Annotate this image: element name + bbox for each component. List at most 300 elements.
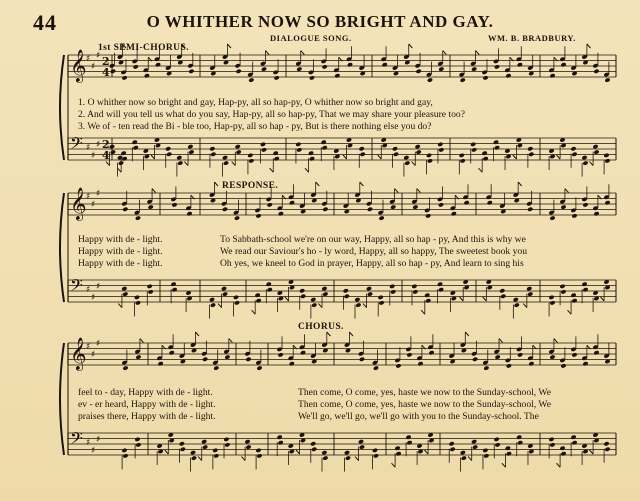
sharp-sign: ♯ — [96, 51, 101, 61]
note-head — [171, 202, 177, 207]
note-head — [593, 350, 599, 355]
note-head — [213, 365, 219, 370]
note-head — [223, 160, 229, 165]
note-head — [581, 155, 587, 160]
note-head — [494, 145, 500, 150]
note-head — [517, 352, 523, 357]
note-head — [255, 213, 261, 218]
note-head — [470, 142, 476, 147]
note-head — [359, 357, 365, 362]
note-head — [483, 365, 489, 370]
note-flag — [296, 450, 300, 454]
note-head — [295, 142, 301, 147]
note-head — [148, 204, 154, 209]
note-head — [256, 365, 262, 370]
note-head — [310, 441, 316, 446]
note-head — [582, 361, 588, 366]
note-head — [202, 444, 208, 449]
note-flag — [232, 162, 236, 166]
note-head — [244, 439, 250, 444]
note-head — [560, 289, 566, 294]
note-head — [110, 149, 116, 154]
note-head — [213, 453, 219, 458]
sharp-sign: ♯ — [91, 293, 96, 303]
chorus-lyric-left-verse-2: ev - er heard, Happy with de - light. — [78, 399, 216, 410]
note-head — [176, 155, 182, 160]
note-head — [411, 284, 417, 289]
sharp-sign: ♯ — [86, 342, 91, 352]
note-flag — [363, 304, 367, 308]
note-head — [390, 289, 396, 294]
note-head — [210, 152, 216, 157]
note-head — [406, 352, 412, 357]
note-head — [603, 441, 609, 446]
sharp-sign: ♯ — [91, 446, 96, 456]
note-head — [527, 207, 533, 212]
note-head — [236, 69, 242, 74]
note-head — [548, 295, 554, 300]
note-head — [179, 441, 185, 446]
note-flag — [518, 182, 522, 186]
note-head — [121, 286, 127, 291]
lyric-right-verse-1: To Sabbath-school we're on our way, Happy, all so hap - py, And this is why we — [220, 234, 526, 245]
note-head — [171, 287, 177, 292]
note-head — [460, 450, 466, 455]
note-head — [278, 211, 284, 216]
note-head — [604, 447, 610, 452]
note-flag — [301, 51, 305, 55]
note-flag — [118, 168, 122, 172]
note-head — [191, 455, 197, 460]
note-head — [571, 152, 577, 157]
chorus-lyric-left-verse-1: feel to - day, Happy with de - light. — [78, 387, 213, 398]
note-head — [528, 361, 534, 366]
note-flag — [601, 297, 605, 301]
note-flag — [327, 332, 331, 336]
note-head — [516, 435, 522, 440]
note-head — [309, 156, 315, 161]
note-head — [360, 152, 366, 157]
note-head — [373, 453, 379, 458]
note-head — [424, 293, 430, 298]
note-head — [405, 435, 411, 440]
note-head — [278, 440, 284, 445]
treble-clef: 𝄞 — [70, 337, 87, 370]
note-head — [460, 158, 466, 163]
note-head — [471, 147, 477, 152]
note-head — [166, 152, 172, 157]
note-head — [395, 451, 401, 456]
note-flag — [151, 155, 155, 159]
note-head — [135, 442, 141, 447]
note-head — [345, 455, 351, 460]
note-head — [367, 291, 373, 296]
note-head — [210, 302, 216, 307]
note-flag — [106, 162, 110, 166]
note-head — [378, 295, 384, 300]
note-head — [120, 151, 126, 156]
note-head — [267, 202, 273, 207]
note-head — [366, 286, 372, 291]
note-head — [404, 160, 410, 165]
note-flag — [557, 155, 561, 159]
note-flag — [590, 162, 594, 166]
note-head — [121, 448, 127, 453]
note-head — [122, 207, 128, 212]
note-head — [177, 160, 183, 165]
note-head — [593, 149, 599, 154]
note-head — [322, 455, 328, 460]
note-head — [296, 147, 302, 152]
note-flag — [378, 155, 382, 159]
note-head — [110, 69, 116, 74]
note-head — [121, 75, 127, 80]
note-head — [460, 77, 466, 82]
note-head — [451, 211, 457, 216]
note-head — [308, 151, 314, 156]
note-head — [395, 363, 401, 368]
note-head — [427, 158, 433, 163]
time-signature-bottom: 4 — [102, 149, 110, 162]
note-flag — [227, 44, 231, 48]
note-head — [212, 448, 218, 453]
note-head — [234, 215, 240, 220]
note-head — [604, 77, 610, 82]
note-head — [359, 444, 365, 449]
note-flag — [316, 182, 320, 186]
note-head — [506, 363, 512, 368]
note-head — [188, 149, 194, 154]
system-brace — [60, 193, 64, 302]
note-head — [570, 146, 576, 151]
note-flag — [557, 463, 561, 467]
note-flag — [229, 339, 233, 343]
sharp-sign: ♯ — [86, 192, 91, 202]
note-head — [201, 439, 207, 444]
note-head — [390, 204, 396, 209]
note-head — [260, 142, 266, 147]
note-head — [379, 215, 385, 220]
page-number: 44 — [33, 10, 57, 35]
note-head — [273, 151, 279, 156]
note-head — [549, 300, 555, 305]
note-head — [528, 152, 534, 157]
note-head — [165, 146, 171, 151]
note-flag — [349, 332, 353, 336]
sharp-sign: ♯ — [86, 54, 91, 64]
note-head — [560, 204, 566, 209]
note-head — [354, 297, 360, 302]
note-head — [147, 284, 153, 289]
note-head — [278, 352, 284, 357]
note-head — [393, 152, 399, 157]
note-flag — [502, 463, 506, 467]
note-head — [347, 62, 353, 67]
note-head — [416, 69, 422, 74]
note-head — [483, 453, 489, 458]
chorus-lyric-left-verse-3: praises there, Happy with de - light. — [78, 411, 216, 422]
note-flag — [499, 339, 503, 343]
note-head — [321, 450, 327, 455]
note-head — [122, 365, 128, 370]
note-flag — [198, 457, 202, 461]
note-flag — [443, 51, 447, 55]
note-flag — [140, 339, 144, 343]
note-head — [157, 361, 163, 366]
note-head — [222, 155, 228, 160]
note-head — [482, 156, 488, 161]
note-flag — [565, 189, 569, 193]
note-head — [527, 291, 533, 296]
note-head — [560, 451, 566, 456]
note-head — [248, 158, 254, 163]
note-head — [372, 448, 378, 453]
note-flag — [265, 51, 269, 55]
note-head — [224, 442, 230, 447]
note-head — [188, 69, 194, 74]
composer-credit: WM. B. BRADBURY. — [488, 33, 576, 43]
note-head — [560, 62, 566, 67]
note-head — [582, 202, 588, 207]
note-head — [321, 286, 327, 291]
note-head — [437, 142, 443, 147]
note-head — [438, 147, 444, 152]
note-flag — [568, 310, 572, 314]
note-flag — [476, 51, 480, 55]
note-flag — [195, 332, 199, 336]
note-head — [170, 282, 176, 287]
note-flag — [465, 332, 469, 336]
note-head — [122, 291, 128, 296]
note-head — [493, 140, 499, 145]
note-head — [122, 453, 128, 458]
note-head — [560, 363, 566, 368]
note-head — [254, 293, 260, 298]
note-head — [415, 144, 421, 149]
note-head — [559, 446, 565, 451]
note-flag — [218, 304, 222, 308]
note-flag — [360, 182, 364, 186]
note-flag — [165, 450, 169, 454]
note-head — [412, 204, 418, 209]
note-head — [261, 66, 267, 71]
note-head — [322, 145, 328, 150]
chorus-lyric-right-verse-2: Then come, O come, yes, haste we now to the Sunday-school, We — [298, 399, 551, 410]
note-head — [311, 447, 317, 452]
note-flag — [513, 155, 517, 159]
note-head — [180, 447, 186, 452]
treble-clef: 𝄞 — [70, 49, 87, 82]
note-head — [133, 64, 139, 69]
note-head — [311, 302, 317, 307]
sharp-sign: ♯ — [91, 151, 96, 161]
note-head — [221, 286, 227, 291]
note-head — [256, 453, 262, 458]
note-head — [247, 153, 253, 158]
note-head — [299, 288, 305, 293]
bass-clef: 𝄢 — [70, 133, 83, 157]
note-flag — [409, 44, 413, 48]
note-head — [373, 365, 379, 370]
note-head — [438, 66, 444, 71]
note-head — [289, 361, 295, 366]
note-head — [359, 146, 365, 151]
sharp-sign: ♯ — [86, 438, 91, 448]
lyric-right-verse-2: We read our Saviour's ho - ly word, Happy, all so happy, The sweetest book you — [220, 246, 528, 257]
system-brace — [60, 343, 64, 455]
note-head — [527, 146, 533, 151]
time-signature-top: 2 — [102, 138, 110, 151]
note-flag — [479, 168, 483, 172]
note-head — [494, 64, 500, 69]
note-head — [344, 294, 350, 299]
note-head — [570, 435, 576, 440]
note-head — [202, 357, 208, 362]
note-head — [266, 282, 272, 287]
note-head — [289, 200, 295, 205]
note-head — [461, 455, 467, 460]
note-head — [209, 146, 215, 151]
note-head — [513, 297, 519, 302]
sharp-sign: ♯ — [86, 285, 91, 295]
note-head — [234, 300, 240, 305]
lyric-line-verse-3: 3. We of - ten read the Bi - ble too, Hap-py, all so hap - py, But is there nothing else you do? — [78, 121, 432, 132]
note-head — [482, 75, 488, 80]
note-flag — [252, 310, 256, 314]
note-head — [403, 155, 409, 160]
note-head — [277, 435, 283, 440]
note-head — [548, 437, 554, 442]
note-head — [382, 62, 388, 67]
note-head — [427, 77, 433, 82]
sharp-sign: ♯ — [96, 189, 101, 199]
note-head — [245, 444, 251, 449]
chorus-lyric-right-verse-3: We'll go, we'll go, we'll go with you to the Sunday-school. The — [298, 411, 539, 422]
note-head — [224, 354, 230, 359]
note-flag — [392, 463, 396, 467]
song-subtitle: DIALOGUE SONG. — [270, 33, 352, 43]
note-flag — [417, 189, 421, 193]
note-flag — [270, 168, 274, 172]
note-flag — [425, 450, 429, 454]
note-flag — [285, 297, 289, 301]
note-head — [581, 282, 587, 287]
note-flag — [152, 189, 156, 193]
sharp-sign: ♯ — [91, 62, 96, 72]
note-head — [245, 357, 251, 362]
note-head — [506, 451, 512, 456]
note-flag — [412, 162, 416, 166]
note-head — [187, 144, 193, 149]
note-head — [450, 447, 456, 452]
sharp-sign: ♯ — [96, 435, 101, 445]
note-flag — [355, 457, 359, 461]
note-head — [334, 73, 340, 78]
sharp-sign: ♯ — [96, 339, 101, 349]
lyric-right-verse-3: Oh yes, we kneel to God in prayer, Happy, all so hap - py, And learn to sing his — [220, 258, 524, 269]
note-head — [222, 291, 228, 296]
chorus-lyric-right-verse-1: Then come, O come, yes, haste we now to the Sunday-school, We — [298, 387, 551, 398]
note-head — [416, 149, 422, 154]
note-head — [209, 297, 215, 302]
note-flag — [395, 189, 399, 193]
note-head — [394, 446, 400, 451]
note-head — [549, 73, 555, 78]
note-head — [135, 354, 141, 359]
note-head — [310, 297, 316, 302]
note-head — [322, 64, 328, 69]
lyric-left-verse-2: Happy with de - light. — [78, 246, 163, 257]
note-head — [582, 287, 588, 292]
note-head — [144, 73, 150, 78]
note-head — [517, 440, 523, 445]
note-head — [155, 62, 161, 67]
note-head — [274, 75, 280, 80]
sharp-sign: ♯ — [91, 200, 96, 210]
note-head — [526, 286, 532, 291]
note-head — [495, 354, 501, 359]
note-head — [392, 146, 398, 151]
note-head — [223, 437, 229, 442]
sharp-sign: ♯ — [91, 350, 96, 360]
note-head — [343, 288, 349, 293]
note-head — [296, 66, 302, 71]
note-head — [571, 352, 577, 357]
note-head — [571, 440, 577, 445]
note-head — [471, 66, 477, 71]
note-head — [505, 73, 511, 78]
note-head — [517, 62, 523, 67]
note-head — [449, 441, 455, 446]
note-head — [233, 295, 239, 300]
note-head — [248, 77, 254, 82]
note-head — [135, 300, 141, 305]
note-head — [235, 144, 241, 149]
note-head — [464, 200, 470, 205]
lyric-left-verse-1: Happy with de - light. — [78, 234, 163, 245]
note-head — [358, 439, 364, 444]
note-head — [389, 284, 395, 289]
note-head — [505, 446, 511, 451]
note-flag — [554, 339, 558, 343]
note-flag — [242, 457, 246, 461]
note-head — [571, 298, 577, 303]
note-head — [481, 151, 487, 156]
note-flag — [460, 297, 464, 301]
note-head — [459, 153, 465, 158]
note-head — [592, 144, 598, 149]
note-flag — [523, 304, 527, 308]
note-flag — [483, 297, 487, 301]
note-head — [222, 207, 228, 212]
note-head — [471, 439, 477, 444]
note-head — [425, 213, 431, 218]
treble-clef: 𝄞 — [70, 187, 87, 220]
note-head — [322, 291, 328, 296]
note-head — [428, 350, 434, 355]
note-head — [604, 158, 610, 163]
note-head — [426, 153, 432, 158]
note-head — [406, 440, 412, 445]
note-head — [593, 211, 599, 216]
note-head — [267, 287, 273, 292]
note-head — [571, 213, 577, 218]
note-flag — [118, 304, 122, 308]
note-head — [109, 144, 115, 149]
note-head — [133, 145, 139, 150]
system-brace — [60, 55, 64, 160]
sharp-sign: ♯ — [96, 140, 101, 150]
